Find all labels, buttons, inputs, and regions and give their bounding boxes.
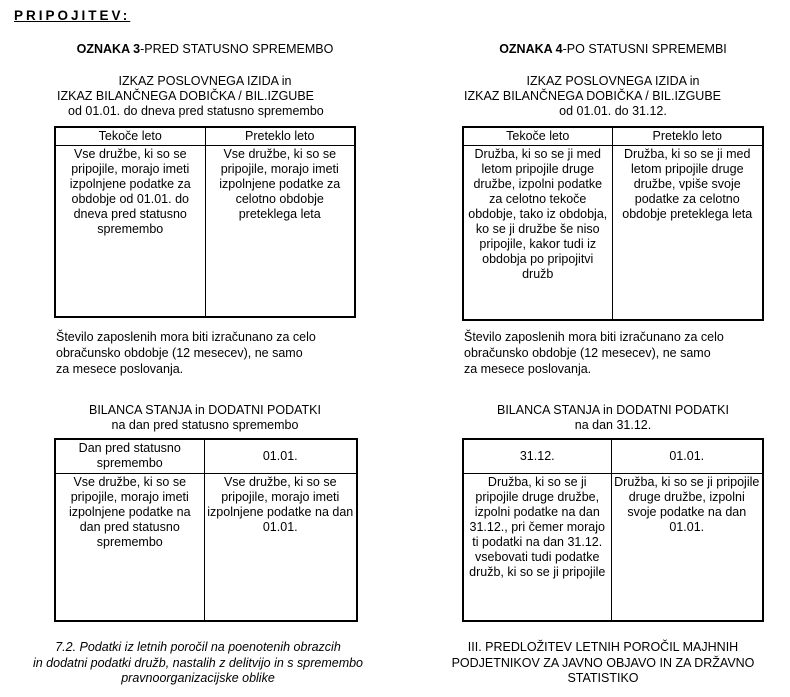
left-income-line-1: IZKAZ POSLOVNEGA IZIDA in	[118, 74, 292, 88]
left-heading-text: -PRED STATUSNO SPREMEMBO	[140, 42, 334, 56]
left-heading	[40, 42, 370, 57]
right-income-header-previous: Preteklo leto	[612, 127, 763, 146]
right-balance-header-start: 01.01.	[611, 439, 763, 473]
right-balance-cell-end: Družba, ki so se ji pripojile druge družbe, izpolni podatke na dan 31.12., pri čemer morajo ti podatki na dan 31.12. vsebovati tudi podatke družb, ki so se ji pripojile	[463, 473, 611, 621]
left-note-line-2: obračunsko obdobje (12 mesecev), ne samo	[56, 346, 303, 360]
left-footer-line-3: pravnoorganizacijske oblike	[121, 671, 275, 685]
right-footer-line-3: STATISTIKO	[567, 671, 639, 685]
left-income-cell-previous: Vse družbe, ki so se pripojile, morajo imeti izpolnjene podatke za celotno obdobje preteklega leta	[205, 146, 355, 317]
right-income-table	[462, 126, 764, 321]
right-income-cell-previous: Družba, ki so se ji med letom pripojile druge družbe, vpiše svoje podatke za celotno obdobje preteklega leta	[612, 146, 763, 320]
left-income-line-3: od 01.01. do dneva pred statusno spremembo	[68, 104, 324, 118]
left-employees-note	[56, 329, 376, 377]
right-balance-heading	[448, 403, 778, 433]
left-balance-cell-date: Vse družbe, ki so se pripojile, morajo imeti izpolnjene podatke na dan pred statusno spremembo	[55, 473, 204, 621]
right-heading-text: -PO STATUSNI SPREMEMBI	[562, 42, 727, 56]
right-note-line-1: Število zaposlenih mora biti izračunano za celo	[464, 330, 724, 344]
right-footer	[418, 640, 788, 687]
right-income-heading	[448, 74, 778, 119]
right-income-cell-current: Družba, ki so se ji med letom pripojile druge družbe, izpolni podatke za celotno tekoče obdobje, tako iz obdobja, ko se ji družbe še niso pripojile, kakor tudi iz obdobja po pripojitvi družb	[463, 146, 612, 320]
right-balance-header-end: 31.12.	[463, 439, 611, 473]
left-income-table	[54, 126, 356, 318]
right-heading-code: OZNAKA 4	[499, 42, 563, 56]
left-income-header-current: Tekoče leto	[55, 127, 205, 146]
left-balance-heading	[40, 403, 370, 433]
right-employees-note	[464, 329, 784, 377]
left-note-line-1: Število zaposlenih mora biti izračunano za celo	[56, 330, 316, 344]
right-income-line-2: IZKAZ BILANČNEGA DOBIČKA / BIL.IZGUBE	[464, 89, 722, 103]
left-income-line-2: IZKAZ BILANČNEGA DOBIČKA / BIL.IZGUBE	[57, 89, 315, 103]
right-balance-line-1: BILANCA STANJA in DODATNI PODATKI	[497, 403, 729, 417]
left-income-header-previous: Preteklo leto	[205, 127, 355, 146]
left-balance-table	[54, 438, 358, 622]
right-income-line-1: IZKAZ POSLOVNEGA IZIDA in	[526, 74, 700, 88]
left-income-heading	[40, 74, 370, 119]
right-footer-line-1: III. PREDLOŽITEV LETNIH POROČIL MAJHNIH	[467, 640, 739, 654]
right-income-header-current: Tekoče leto	[463, 127, 612, 146]
right-heading	[448, 42, 778, 57]
left-balance-line-2: na dan pred statusno spremembo	[111, 418, 299, 432]
left-balance-cell-start: Vse družbe, ki so se pripojile, morajo imeti izpolnjene podatke na dan 01.01.	[204, 473, 357, 621]
left-note-line-3: za mesece poslovanja.	[56, 362, 184, 376]
left-balance-header-date: Dan pred statusno spremembo	[55, 439, 204, 473]
page-title: PRIPOJITEV:	[14, 8, 131, 23]
right-note-line-3: za mesece poslovanja.	[464, 362, 592, 376]
right-balance-cell-start: Družba, ki so se ji pripojile druge družbe, izpolni svoje podatke na dan 01.01.	[611, 473, 763, 621]
left-balance-line-1: BILANCA STANJA in DODATNI PODATKI	[89, 403, 321, 417]
right-balance-line-2: na dan 31.12.	[574, 418, 652, 432]
left-balance-header-start: 01.01.	[204, 439, 357, 473]
left-income-cell-current: Vse družbe, ki so se pripojile, morajo imeti izpolnjene podatke za obdobje od 01.01. do dneva pred statusno spremembo	[55, 146, 205, 317]
right-income-line-3: od 01.01. do 31.12.	[559, 104, 667, 118]
left-heading-code: OZNAKA 3	[76, 42, 141, 56]
left-footer	[6, 640, 390, 687]
right-footer-line-2: PODJETNIKOV ZA JAVNO OBJAVO IN ZA DRŽAVNO	[451, 655, 755, 670]
right-balance-table	[462, 438, 764, 622]
left-footer-line-1: 7.2. Podatki iz letnih poročil na poenotenih obrazcih	[55, 640, 341, 654]
right-note-line-2: obračunsko obdobje (12 mesecev), ne samo	[464, 346, 711, 360]
left-footer-line-2: in dodatni podatki družb, nastalih z delitvijo in s spremembo	[32, 655, 364, 670]
